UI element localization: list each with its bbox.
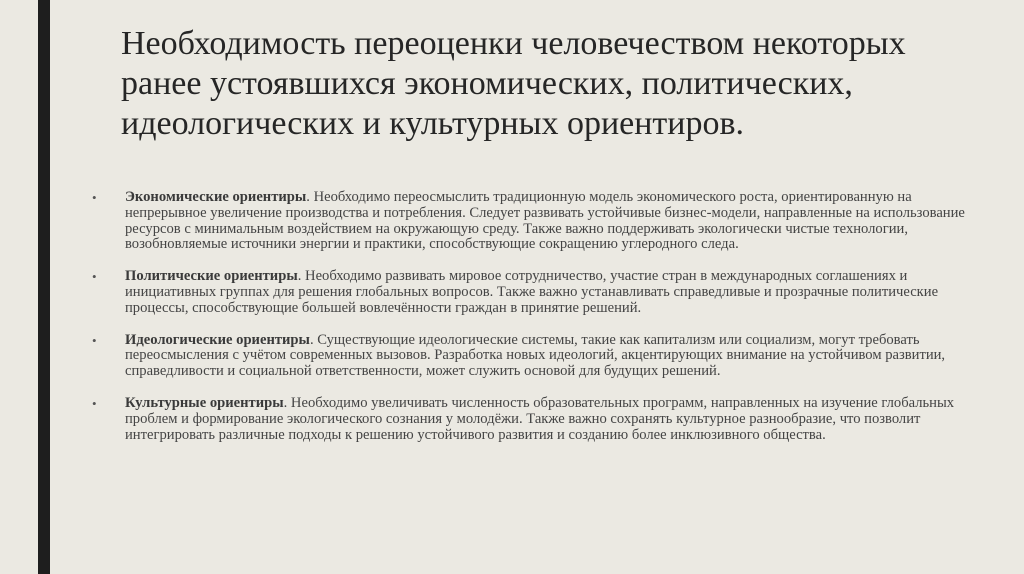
bullet-marker: • bbox=[92, 395, 97, 411]
bullet-list bbox=[92, 190, 992, 459]
bullet-economic bbox=[92, 190, 992, 253]
bullet-text: . Необходимо развивать мировое сотрудничество, участие стран в международных соглашениях и инициативных группах для решения глобальных вопросов. Также важно устанавливать справедливые и прозрачные политические процессы, способствующие большей вовлечённости граждан в принятие решений. bbox=[125, 268, 939, 316]
bullet-marker: • bbox=[92, 190, 97, 205]
bullet-term: Культурные ориентиры bbox=[125, 394, 284, 411]
bullet-term: Экономические ориентиры bbox=[125, 189, 307, 205]
bullet-marker: • bbox=[92, 332, 97, 348]
bullet-text: . Необходимо увеличивать численность образовательных программ, направленных на изучение глобальных проблем и формирование экологического сознания у молодёжи. Также важно сохранять культурное разнообразие, что позволит интегрировать различные подходы к решению устойчивого развития и созданию более инклюзивного общества. bbox=[125, 394, 955, 443]
bullet-term: Политические ориентиры bbox=[125, 268, 298, 285]
bullet-ideological bbox=[92, 333, 992, 380]
bullet-marker: • bbox=[92, 269, 97, 285]
bullet-text: . Необходимо переосмыслить традиционную модель экономического роста, ориентированную на непрерывное увеличение производства и потребления. Следует развивать устойчивые бизнес-модели, направленные на использование ресурсов с минимальным воздействием на окружающую среду. Также важно поддерживать экологически чистые технологии, возобновляемые источники энергии и практики, способствующие сокращению углеродного следа. bbox=[125, 189, 965, 253]
bullet-cultural bbox=[92, 396, 992, 443]
slide-title: Необходимость переоценки человечеством некоторых ранее устоявшихся экономических, политических, идеологических и культурных ориентиров. bbox=[121, 25, 906, 142]
bullet-term: Идеологические ориентиры bbox=[125, 331, 310, 348]
bullet-text: . Существующие идеологические системы, такие как капитализм или социализм, могут требовать переосмысления с учётом современных вызовов. Разработка новых идеологий, акцентирующих внимание на устойчивом развитии, справедливости и социальной ответственности, может служить основой для будущих решений. bbox=[125, 331, 946, 380]
left-accent-bar bbox=[38, 0, 50, 574]
bullet-political bbox=[92, 269, 992, 316]
